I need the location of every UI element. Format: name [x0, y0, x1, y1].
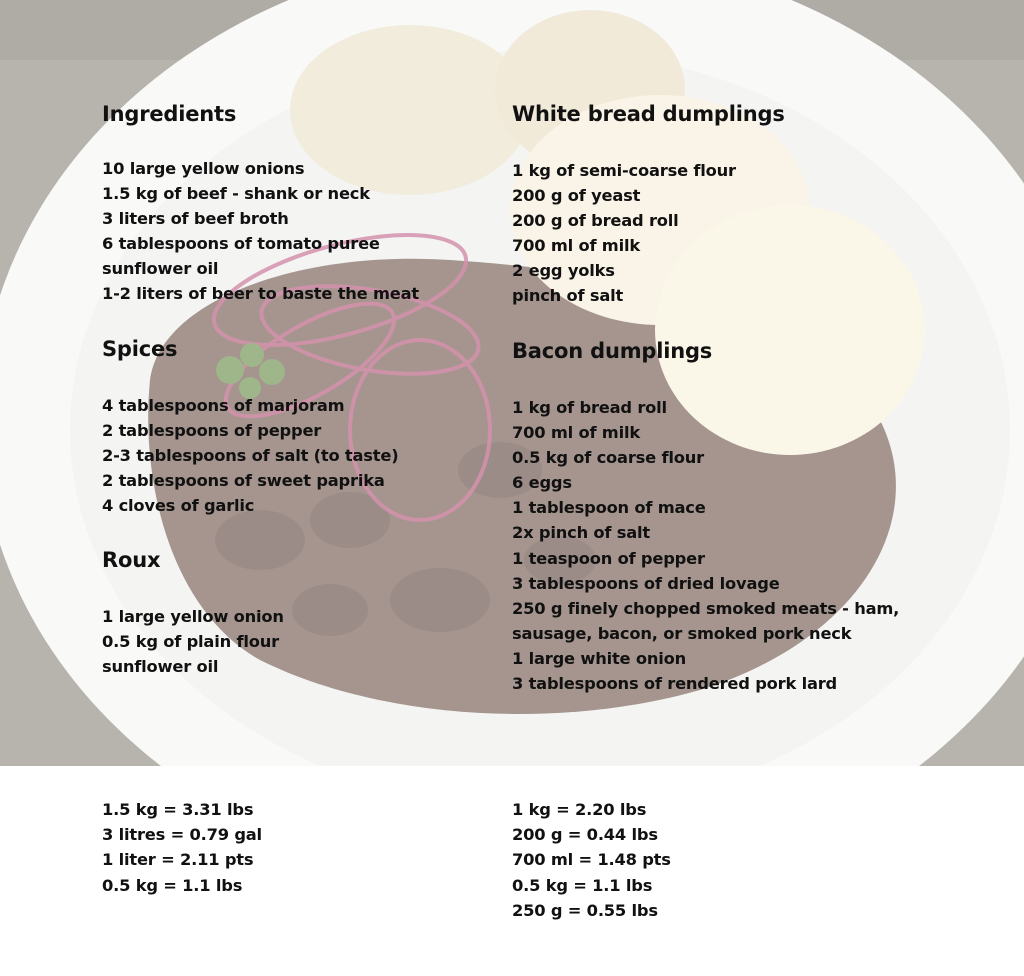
- list-item: 6 tablespoons of tomato puree: [102, 234, 380, 254]
- roux-section: [102, 546, 502, 679]
- list-item: 700 ml of milk: [512, 236, 640, 256]
- spices-heading: Spices: [102, 337, 178, 361]
- list-item: 200 g of yeast: [512, 186, 641, 206]
- list-item: 2-3 tablespoons of salt (to taste): [102, 446, 399, 466]
- bacon-dumplings-list: [512, 395, 1012, 696]
- white-bread-dumplings-heading: White bread dumplings: [512, 102, 785, 126]
- list-item: 1 large yellow onion: [102, 607, 284, 626]
- list-item: 1 kg of semi-coarse flour: [512, 161, 736, 180]
- list-item: 1.5 kg of beef - shank or neck: [102, 184, 370, 204]
- ingredients-list: [102, 156, 502, 307]
- ingredients-section: [102, 100, 502, 307]
- list-item: pinch of salt: [512, 286, 624, 306]
- list-item: 2 tablespoons of sweet paprika: [102, 471, 385, 491]
- conversion-item: 0.5 kg = 1.1 lbs: [512, 875, 653, 895]
- roux-list: [102, 604, 502, 679]
- roux-heading: Roux: [102, 548, 161, 572]
- list-item: 0.5 kg of plain flour: [102, 632, 279, 652]
- conversion-item: 1 liter = 2.11 pts: [102, 850, 254, 870]
- conversion-item: 1.5 kg = 3.31 lbs: [102, 800, 254, 819]
- bacon-dumplings-section: [512, 337, 1012, 696]
- list-item: 1 tablespoon of mace: [512, 498, 706, 518]
- conversion-item: 1 kg = 2.20 lbs: [512, 800, 647, 819]
- list-item: 1-2 liters of beer to baste the meat: [102, 284, 419, 304]
- list-item: 4 tablespoons of marjoram: [102, 396, 345, 415]
- spices-section: [102, 335, 502, 518]
- list-item: 1 large white onion: [512, 648, 686, 668]
- list-item: sunflower oil: [102, 259, 219, 279]
- conversion-item: 0.5 kg = 1.1 lbs: [102, 875, 243, 895]
- list-item: 2 tablespoons of pepper: [102, 421, 322, 441]
- list-item: 6 eggs: [512, 473, 572, 493]
- white-bread-dumplings-section: [512, 100, 1012, 309]
- bacon-dumplings-heading: Bacon dumplings: [512, 339, 713, 363]
- white-bread-dumplings-list: [512, 158, 1012, 309]
- conversions-right: [512, 797, 671, 923]
- list-item: 10 large yellow onions: [102, 159, 305, 178]
- conversion-item: 250 g = 0.55 lbs: [512, 900, 658, 920]
- list-item: 1 kg of bread roll: [512, 398, 667, 417]
- spices-list: [102, 393, 502, 518]
- list-item: 3 tablespoons of rendered pork lard: [512, 674, 838, 694]
- list-item: 1 teaspoon of pepper: [512, 548, 705, 568]
- list-item: 0.5 kg of coarse flour: [512, 448, 704, 468]
- list-item: 2 egg yolks: [512, 261, 615, 281]
- list-item: 2x pinch of salt: [512, 523, 651, 543]
- conversions-left: [102, 797, 262, 898]
- list-item: 3 tablespoons of dried lovage: [512, 573, 780, 593]
- list-item: 200 g of bread roll: [512, 211, 679, 231]
- ingredients-heading: Ingredients: [102, 102, 237, 126]
- list-item: sunflower oil: [102, 657, 219, 677]
- list-item: 4 cloves of garlic: [102, 496, 255, 516]
- conversion-item: 3 litres = 0.79 gal: [102, 825, 262, 845]
- list-item: 3 liters of beef broth: [102, 209, 289, 229]
- list-item: 700 ml of milk: [512, 423, 640, 443]
- list-item: sausage, bacon, or smoked pork neck: [512, 623, 852, 643]
- conversion-item: 700 ml = 1.48 pts: [512, 850, 671, 870]
- conversion-item: 200 g = 0.44 lbs: [512, 825, 658, 845]
- list-item: 250 g finely chopped smoked meats - ham,: [512, 598, 900, 618]
